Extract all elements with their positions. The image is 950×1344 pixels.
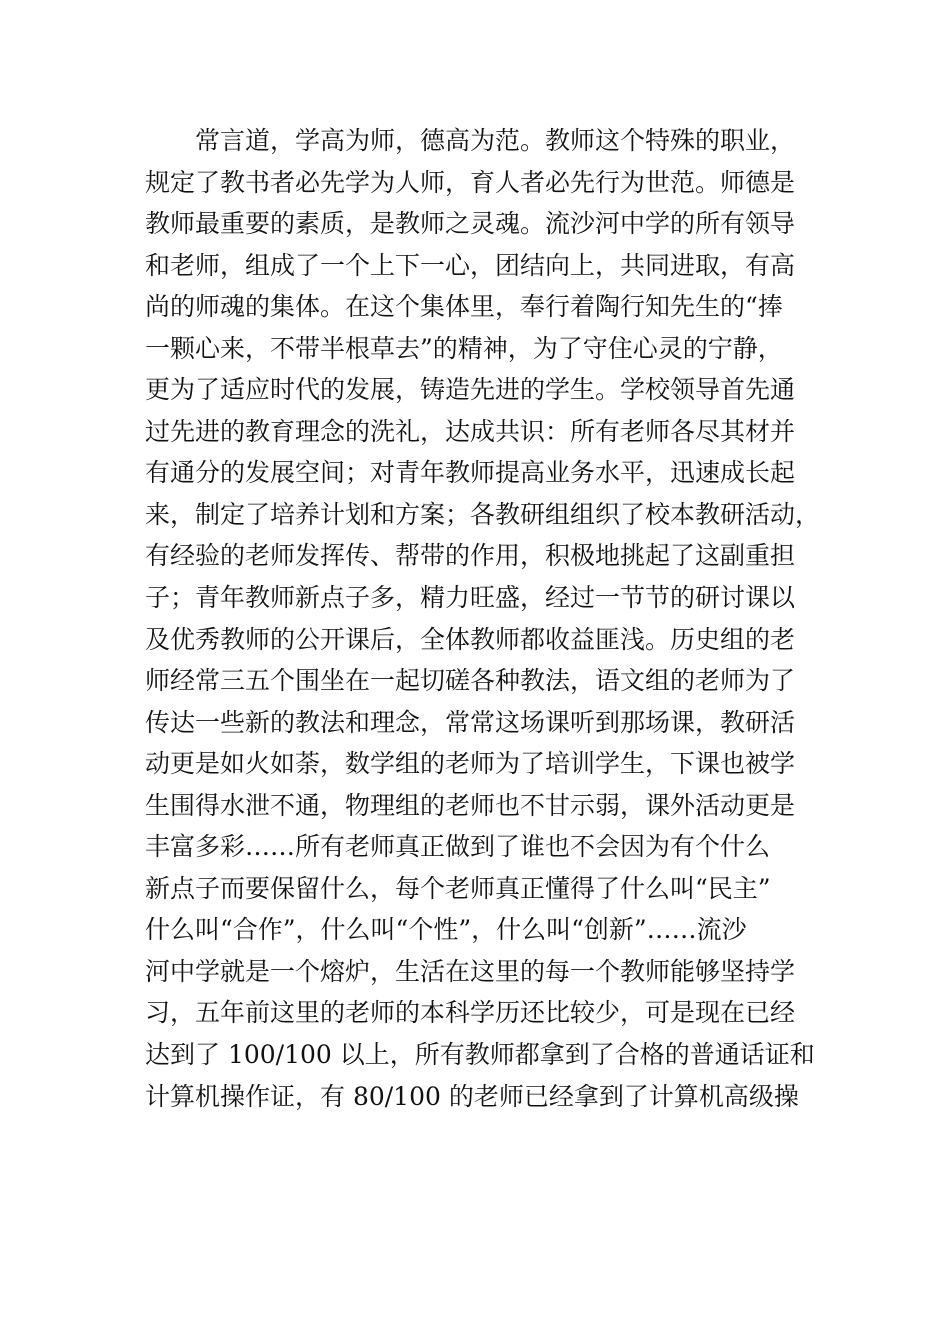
text-line: 及优秀教师的公开课后，全体教师都收益匪浅。历史组的老 [145, 624, 796, 654]
text-line: 生围得水泄不通，物理组的老师也不甘示弱，课外活动更是 [145, 790, 796, 820]
text-line: 尚的师魂的集体。在这个集体里，奉行着陶行知先生的“捧 [145, 292, 783, 322]
text-line: 习，五年前这里的老师的本科学历还比较少，可是现在已经 [145, 998, 796, 1028]
text-line: 规定了教书者必先学为人师，育人者必先行为世范。师德是 [145, 167, 796, 197]
text-line: 一颗心来，不带半根草去”的精神，为了守住心灵的宁静， [145, 333, 783, 363]
text-line: 来，制定了培养计划和方案；各教研组组织了校本教研活动， [145, 499, 821, 529]
text-line: 传达一些新的教法和理念，常常这场课听到那场课，教研活 [145, 707, 796, 737]
text-line: 有通分的发展空间；对青年教师提高业务水平，迅速成长起 [145, 458, 796, 488]
text-line: 达到了 100/100 以上，所有教师都拿到了合格的普通话证和 [145, 1040, 815, 1070]
body-paragraph [145, 120, 825, 1117]
text-line: 师经常三五个围坐在一起切磋各种教法，语文组的老师为了 [145, 666, 796, 696]
text-line: 教师最重要的素质，是教师之灵魂。流沙河中学的所有领导 [145, 209, 796, 239]
text-line: 更为了适应时代的发展，铸造先进的学生。学校领导首先通 [145, 375, 796, 405]
text-line: 子；青年教师新点子多，精力旺盛，经过一节节的研讨课以 [145, 583, 796, 613]
text-line: 常言道，学高为师，德高为范。教师这个特殊的职业， [195, 126, 796, 155]
text-line: 计算机操作证，有 80/100 的老师已经拿到了计算机高级操 [145, 1081, 799, 1111]
text-line: 河中学就是一个熔炉，生活在这里的每一个教师能够坚持学 [145, 956, 796, 986]
text-line: 过先进的教育理念的洗礼，达成共识：所有老师各尽其材并 [145, 416, 796, 446]
text-line: 什么叫“合作”，什么叫“个性”，什么叫“创新”……流沙 [145, 915, 747, 945]
text-line: 新点子而要保留什么，每个老师真正懂得了什么叫“民主” [145, 873, 771, 903]
text-line: 动更是如火如荼，数学组的老师为了培训学生，下课也被学 [145, 749, 796, 779]
text-line: 有经验的老师发挥传、帮带的作用，积极地挑起了这副重担 [145, 541, 796, 571]
text-line: 和老师，组成了一个上下一心，团结向上，共同进取，有高 [145, 250, 796, 280]
text-line: 丰富多彩……所有老师真正做到了谁也不会因为有个什么 [145, 832, 771, 862]
